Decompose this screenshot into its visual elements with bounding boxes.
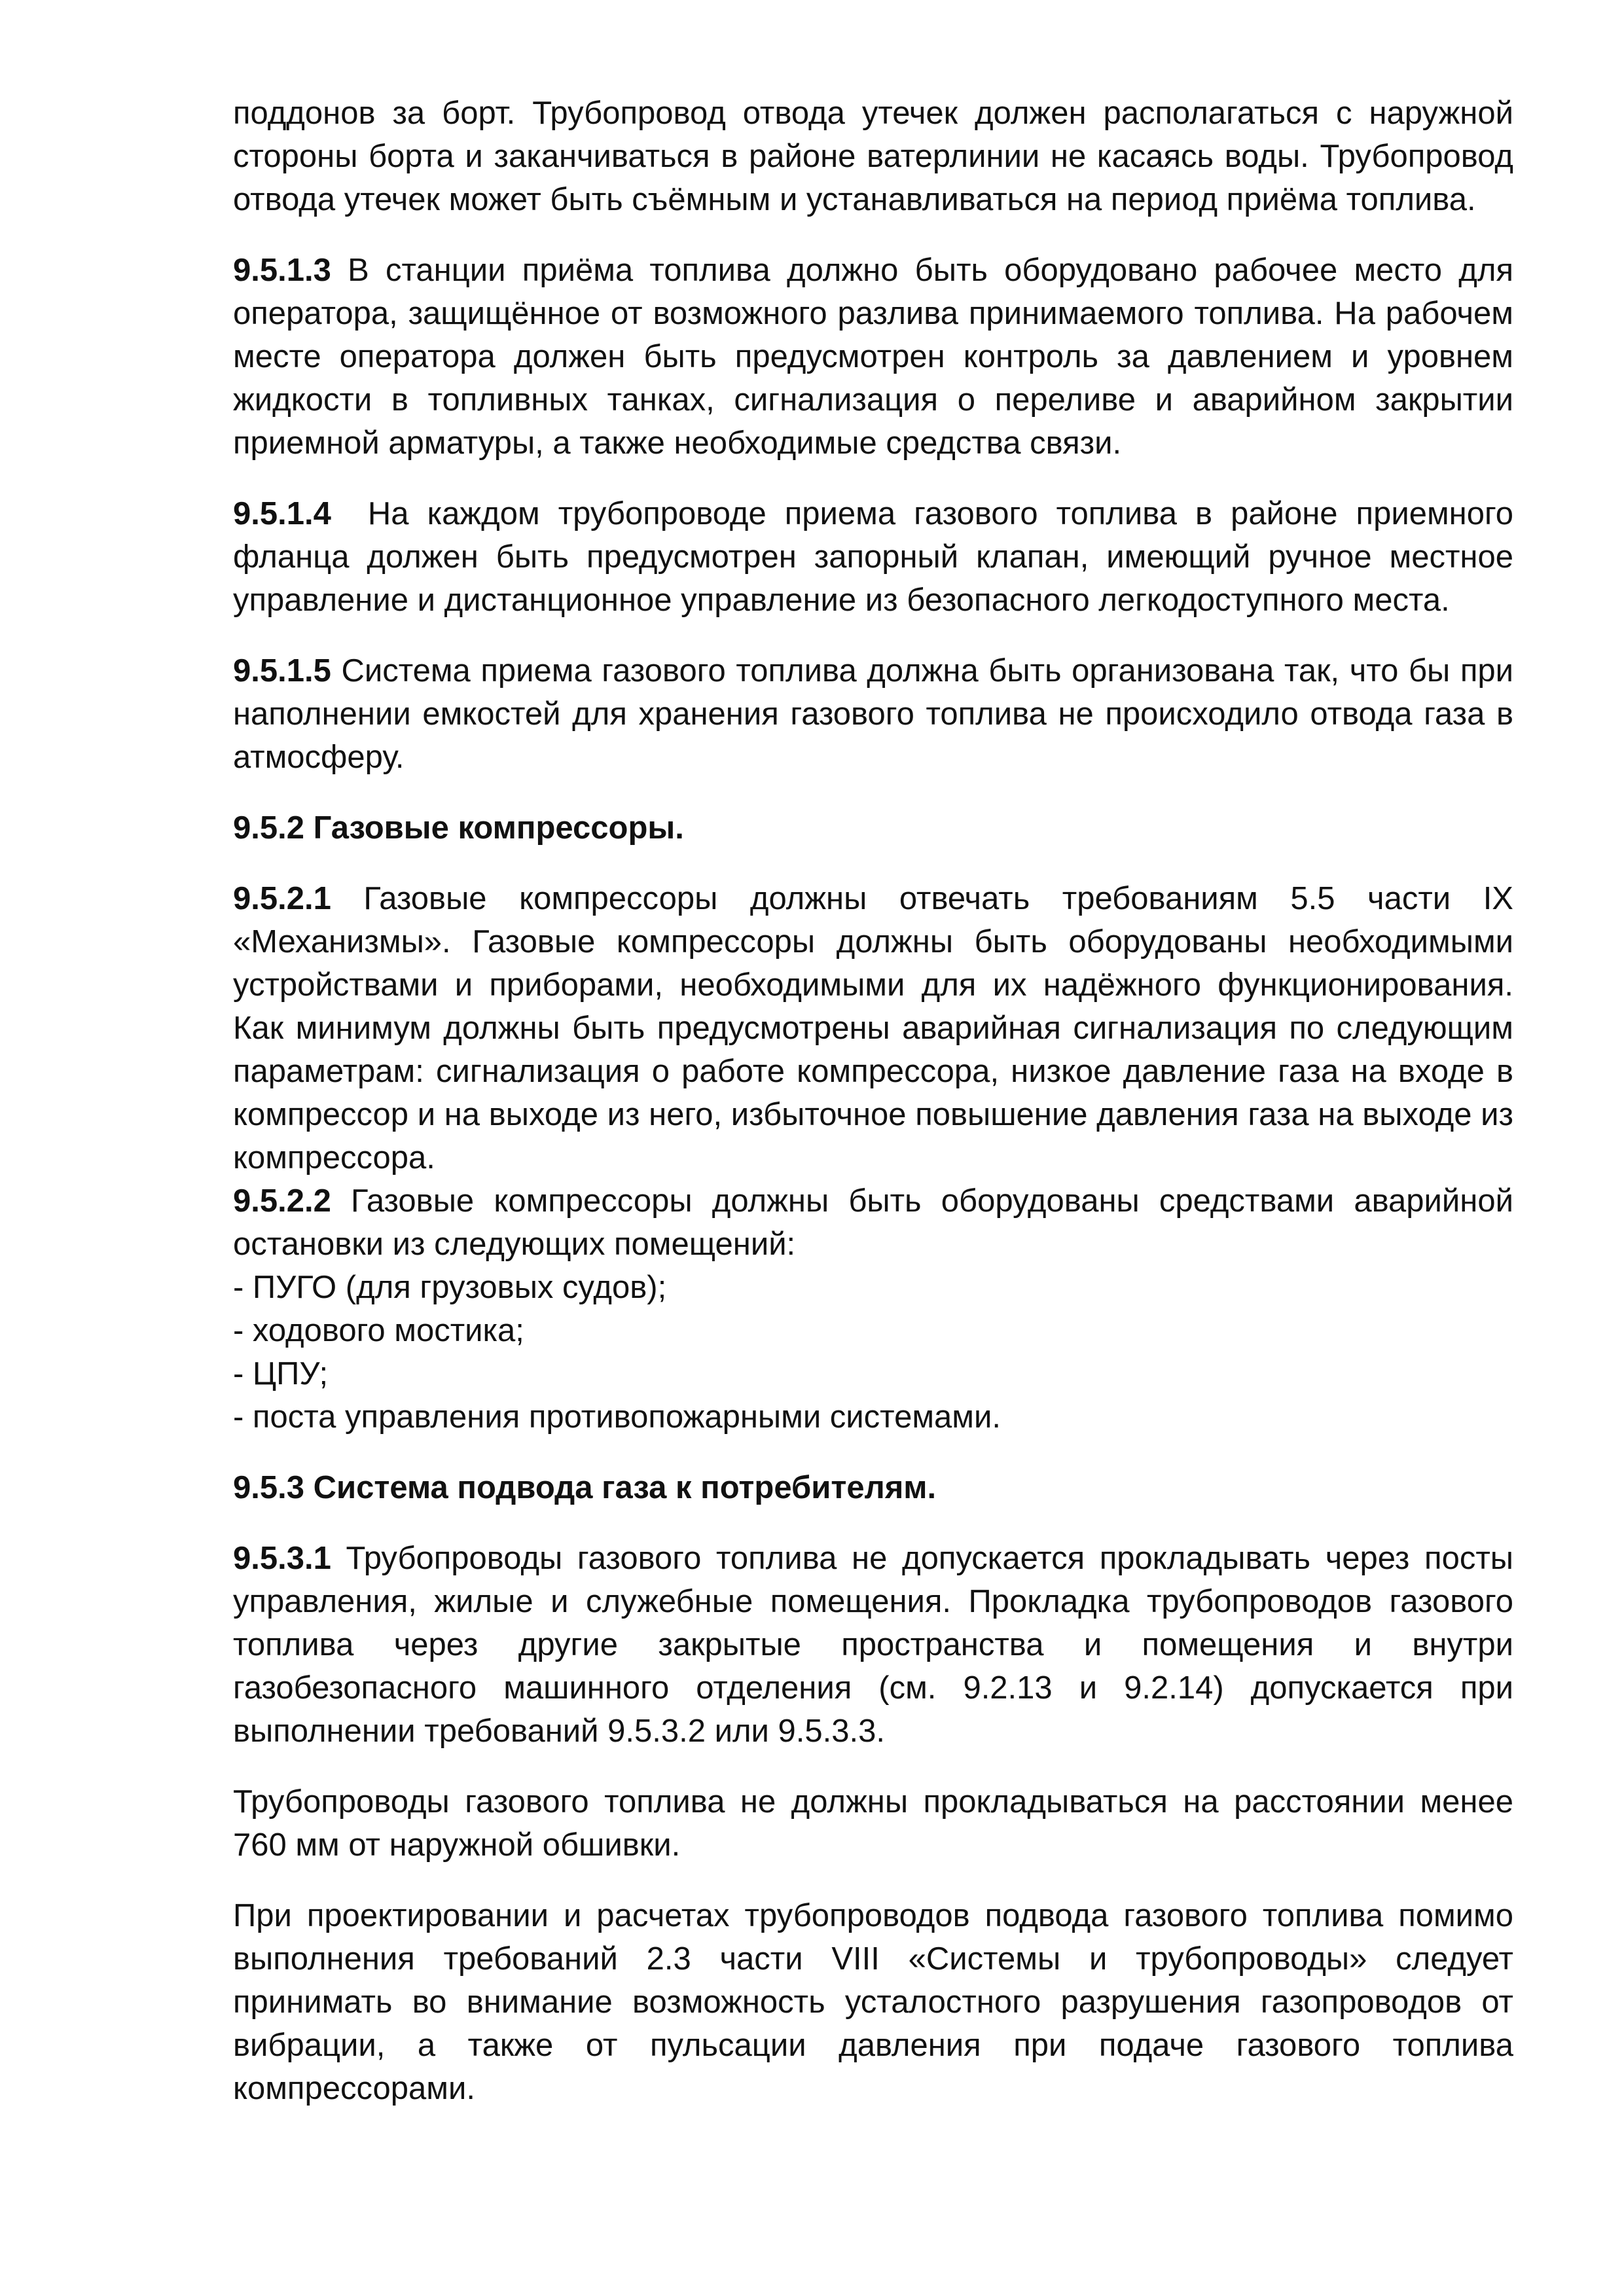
clause-text: Трубопроводы газового топлива не допускается прокладывать через посты управления, жилые и служебные помещения. Прокладка трубопроводов газового топлива через другие закрытые пространства и помещения и внутри газобезопасного машинного отделения (см. 9.2.13 и 9.2.14) допускается при выполнении требований 9.5.3.2 или 9.5.3.3. (233, 1541, 1513, 1749)
clause-number: 9.5.1.3 (233, 253, 331, 288)
paragraph-distance: Трубопроводы газового топлива не должны прокладываться на расстоянии менее 760 мм от наружной обшивки. (233, 1784, 1513, 1863)
paragraph-9-5-1-3 (233, 249, 1513, 465)
paragraph-9-5-3-1 (233, 1537, 1513, 1753)
clause-text: Газовые компрессоры должны отвечать требованиям 5.5 части IX «Механизмы». Газовые компрессоры должны быть оборудованы необходимыми устройствами и приборами, необходимыми для их надёжного функционирования. Как минимум должны быть предусмотрены аварийная сигнализация по следующим параметрам: сигнализация о работе компрессора, низкое давление газа на входе в компрессор и на выходе из него, избыточное повышение давления газа на выходе из компрессора. (233, 881, 1513, 1175)
clause-number: 9.5.2.1 (233, 881, 331, 916)
clause-number: 9.5.1.5 (233, 653, 331, 689)
section-heading-9-5-3: 9.5.3 Система подвода газа к потребителям. (233, 1470, 937, 1505)
clause-text: Газовые компрессоры должны быть оборудованы средствами аварийной остановки из следующих помещений: (233, 1183, 1513, 1262)
document-page (233, 92, 1513, 2110)
clause-number: 9.5.1.4 (233, 496, 331, 531)
paragraph-design: При проектировании и расчетах трубопроводов подвода газового топлива помимо выполнения требований 2.3 части VIII «Системы и трубопроводы» следует принимать во внимание возможность усталостного разрушения газопроводов от вибрации, а также от пульсации давления при подаче газового топлива компрессорами. (233, 1898, 1513, 2106)
paragraph-9-5-2-1 (233, 877, 1513, 1179)
paragraph-9-5-1-4 (233, 492, 1513, 622)
list-item: - ЦПУ; (233, 1356, 329, 1391)
list-item: - ПУГО (для грузовых судов); (233, 1270, 667, 1305)
list-item: - поста управления противопожарными системами. (233, 1399, 1001, 1435)
list-item: - ходового мостика; (233, 1313, 524, 1348)
paragraph-9-5-2-2 (233, 1179, 1513, 1266)
paragraph-9-5-1-5 (233, 649, 1513, 779)
clause-text: На каждом трубопроводе приема газового топлива в районе приемного фланца должен быть предусмотрен запорный клапан, имеющий ручное местное управление и дистанционное управление из безопасного легкодоступного места. (233, 496, 1513, 618)
clause-number: 9.5.3.1 (233, 1541, 331, 1576)
section-heading-9-5-2: 9.5.2 Газовые компрессоры. (233, 810, 684, 846)
clause-text: Система приема газового топлива должна быть организована так, что бы при наполнении емкостей для хранения газового топлива не происходило отвода газа в атмосферу. (233, 653, 1513, 775)
clause-number: 9.5.2.2 (233, 1183, 331, 1219)
clause-text: В станции приёма топлива должно быть оборудовано рабочее место для оператора, защищённое от возможного разлива принимаемого топлива. На рабочем месте оператора должен быть предусмотрен контроль за давлением и уровнем жидкости в топливных танках, сигнализация о переливе и аварийном закрытии приемной арматуры, а также необходимые средства связи. (233, 253, 1513, 461)
paragraph-intro: поддонов за борт. Трубопровод отвода утечек должен располагаться с наружной стороны борта и заканчиваться в районе ватерлинии не касаясь воды. Трубопровод отвода утечек может быть съёмным и устанавливаться на период приёма топлива. (233, 96, 1513, 217)
